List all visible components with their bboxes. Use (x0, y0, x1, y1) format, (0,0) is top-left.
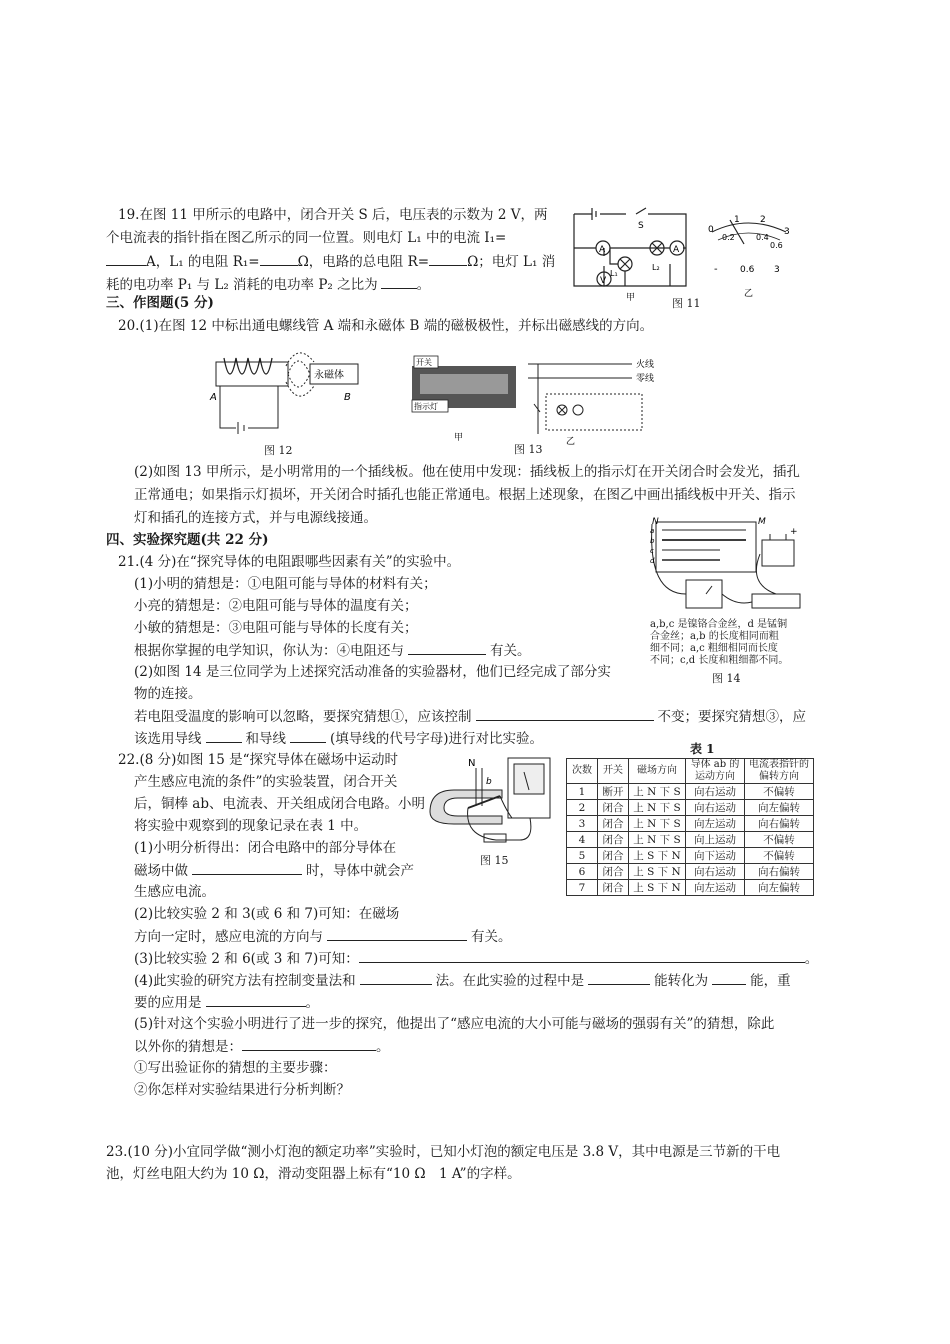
figure-part-yi: 乙 (744, 289, 754, 299)
q22-text-10b: 。 (804, 951, 819, 967)
battery-plus-label: + (790, 527, 798, 537)
figure-14-note1: a,b,c 是镍铬合金丝，d 是锰铜 (650, 619, 788, 630)
q20-p2-line3: 灯和插孔的连接方式，并与电源线接通。 (134, 510, 377, 526)
q22-line3: 后，铜棒 ab、电流表、开关组成闭合电路。小明 (134, 796, 425, 812)
switch-callout: 开关 (416, 358, 432, 367)
q21-line4: 小敏的猜想是：③电阻可能与导体的长度有关； (134, 620, 418, 636)
answer-blank-r[interactable] (429, 252, 467, 266)
table-cell: 向左偏转 (745, 800, 814, 816)
table-cell: 向左运动 (686, 816, 745, 832)
q21-text-5b: 有关。 (490, 643, 531, 659)
q22-line16: ②你怎样对实验结果进行分析判断？ (134, 1082, 350, 1098)
answer-blank-energy-from[interactable] (588, 971, 650, 985)
q20-line1: 20.(1)在图 12 中标出通电螺线管 A 端和永磁体 B 端的磁极极性，并标出磁感线的方向。 (118, 318, 654, 334)
voltmeter-label: V (600, 276, 607, 286)
q22-line4: 将实验中观察到的现象记录在表 1 中。 (134, 818, 368, 834)
table-row (567, 864, 814, 880)
header-field-direction: 磁场方向 (629, 759, 686, 784)
answer-blank-motion[interactable] (192, 861, 302, 875)
q22-text-11a: (4)此实验的研究方法有控制变量法和 (134, 973, 356, 989)
figure-part-jia: 甲 (454, 433, 464, 443)
table-cell: 断开 (598, 784, 629, 800)
answer-blank-energy-to[interactable] (712, 971, 746, 985)
table-cell: 2 (567, 800, 598, 816)
table-cell: 闭合 (598, 864, 629, 880)
table-header-row (567, 759, 814, 784)
figure-part-yi: 乙 (566, 437, 576, 447)
q21-text-9b: 和导线 (245, 731, 286, 747)
pole-n-label: N (468, 758, 476, 769)
q19-line1: 19.在图 11 甲所示的电路中，闭合开关 S 后，电压表的示数为 2 V，两 (118, 207, 548, 223)
meter-tick: 0.4 (756, 233, 769, 242)
q22-text-11c: 能转化为 (654, 973, 709, 989)
table-row (567, 832, 814, 848)
q22-text-11d: 能，重 (750, 973, 791, 989)
answer-blank-i1[interactable] (106, 252, 146, 266)
wire-b-label: b (650, 537, 655, 545)
answer-blank-wire1[interactable] (206, 729, 242, 743)
q19-line4 (106, 275, 430, 294)
table-cell: 上 N 下 S (629, 800, 686, 816)
table-row (567, 880, 814, 896)
answer-blank-wire2[interactable] (290, 729, 326, 743)
wire-d-label: d (650, 557, 655, 565)
figure-14-apparatus (648, 514, 808, 618)
table-cell: 向右偏转 (745, 816, 814, 832)
lamp1-label: L₁ (610, 269, 618, 278)
q22-line5: (1)小明分析得出：闭合电路中的部分导体在 (134, 840, 397, 856)
table-cell: 向上运动 (686, 832, 745, 848)
answer-blank-conclusion[interactable] (359, 949, 805, 963)
table-row (567, 848, 814, 864)
figure-11-caption: 图 11 (672, 297, 701, 310)
q21-line3: 小亮的猜想是：②电阻可能与导体的温度有关； (134, 598, 418, 614)
table-cell: 向右运动 (686, 784, 745, 800)
header-count: 次数 (567, 759, 598, 784)
table-cell: 5 (567, 848, 598, 864)
q21-text-8b: 不变；要探究猜想③，应 (657, 709, 806, 725)
wire-a-label: a (650, 527, 655, 535)
q22-line1: 22.(8 分)如图 15 是“探究导体在磁场中运动时 (118, 752, 399, 768)
answer-blank-method[interactable] (360, 971, 432, 985)
q22-text-11b: 法。在此实验的过程中是 (435, 973, 585, 989)
q21-line9 (134, 729, 543, 748)
table-cell: 上 S 下 N (629, 864, 686, 880)
q19-text-3c: Ω；电灯 L₁ 消 (467, 254, 556, 270)
figure-14-caption: 图 14 (712, 672, 741, 685)
table-cell: 上 N 下 S (629, 784, 686, 800)
q21-line6: (2)如图 14 是三位同学为上述探究活动准备的实验器材，他们已经完成了部分实 (134, 664, 611, 680)
table-cell: 1 (567, 784, 598, 800)
answer-blank-factor[interactable] (408, 641, 486, 655)
table-cell: 向左偏转 (745, 880, 814, 896)
q22-text-14a: 以外你的猜想是： (134, 1039, 242, 1055)
header-switch: 开关 (598, 759, 629, 784)
neutral-wire-label: 零线 (636, 374, 655, 384)
figure-13-caption: 图 13 (514, 443, 543, 456)
table-cell: 不偏转 (745, 848, 814, 864)
table-cell: 闭合 (598, 800, 629, 816)
q19-text-3b: Ω，电路的总电阻 R= (297, 254, 430, 270)
table-cell: 7 (567, 880, 598, 896)
wire-c-label: c (650, 547, 654, 555)
table-cell: 闭合 (598, 816, 629, 832)
q22-line7: 生感应电流。 (134, 884, 215, 900)
q22-line15: ①写出验证你的猜想的主要步骤： (134, 1060, 337, 1076)
table-cell: 向右运动 (686, 800, 745, 816)
terminal-m-label: M (758, 517, 766, 527)
table-cell: 3 (567, 816, 598, 832)
q22-line14 (134, 1037, 390, 1056)
figure-15-apparatus (424, 750, 560, 852)
section-4-title: 四、实验探究题(共 22 分) (106, 532, 269, 548)
figure-part-jia: 甲 (626, 293, 636, 302)
end-a-label: A (210, 392, 217, 403)
q22-text-10a: (3)比较实验 2 和 6(或 3 和 7)可知： (134, 951, 359, 967)
switch-label: S (638, 221, 644, 231)
q19-text-3a: A，L₁ 的电阻 R₁= (146, 254, 260, 270)
q21-text-5a: 根据你掌握的电学知识，你认为：④电阻还与 (134, 643, 404, 659)
table-row (567, 800, 814, 816)
table-cell: 向右运动 (686, 864, 745, 880)
header-deflection: 电流表指针的偏转方向 (745, 759, 814, 784)
live-wire-label: 火线 (636, 360, 655, 370)
indicator-light-callout: 指示灯 (414, 402, 438, 411)
q21-line1: 21.(4 分)在“探究导体的电阻跟哪些因素有关”的实验中。 (118, 554, 461, 570)
answer-blank-control[interactable] (476, 707, 654, 721)
q19-text-4b: 。 (416, 277, 431, 293)
q21-text-9a: 该选用导线 (134, 731, 202, 747)
table-cell: 上 N 下 S (629, 816, 686, 832)
q22-text-9a: 方向一定时，感应电流的方向与 (134, 929, 323, 945)
table-1-title: 表 1 (690, 742, 715, 756)
q21-line2: (1)小明的猜想是：①电阻可能与导体的材料有关； (134, 576, 437, 592)
figure-14-note4: 不同；c,d 长度和粗细都不同。 (650, 655, 789, 666)
meter-tick: 2 (760, 215, 766, 225)
lamp2-label: L₂ (652, 263, 660, 272)
terminal-label: - (714, 264, 718, 275)
table-cell: 向左运动 (686, 880, 745, 896)
table-cell: 向下运动 (686, 848, 745, 864)
answer-blank-application[interactable] (206, 993, 306, 1007)
table-cell: 闭合 (598, 880, 629, 896)
q22-line10 (134, 949, 818, 968)
q22-line2: 产生感应电流的条件”的实验装置，闭合开关 (134, 774, 398, 790)
terminal-label: 0.6 (740, 265, 755, 275)
figure-15-caption: 图 15 (480, 854, 509, 867)
meter-tick: 1 (734, 215, 740, 225)
q19-text-4a: 耗的电功率 P₁ 与 L₂ 消耗的电功率 P₂ 之比为 (106, 277, 378, 293)
q22-text-6b: 时，导体中就会产 (306, 863, 414, 879)
q22-text-12b: 。 (305, 995, 319, 1011)
end-b-label: B (344, 392, 351, 403)
answer-blank-guess[interactable] (242, 1037, 376, 1051)
q21-text-8a: 若电阻受温度的影响可以忽略，要探究猜想①，应该控制 (134, 709, 472, 725)
q23-line1: 23.(10 分)小宜同学做“测小灯泡的额定功率”实验时，已知小灯泡的额定电压是 3.8 V，其中电源是三节新的干电 (106, 1144, 781, 1160)
meter-tick: 3 (784, 227, 790, 237)
q22-line8: (2)比较实验 2 和 3(或 6 和 7)可知：在磁场 (134, 906, 400, 922)
header-motion-direction: 导体 ab 的运动方向 (686, 759, 745, 784)
q20-p2-line1: (2)如图 13 甲所示，是小明常用的一个插线板。他在使用中发现：插线板上的指示灯在开关闭合时会发光，插孔 (134, 464, 800, 480)
q21-line7: 物的连接。 (134, 686, 202, 702)
section-3-title: 三、作图题(5 分) (106, 295, 214, 311)
figure-14-note2: 合金丝；a,b 的长度相同而粗 (650, 631, 779, 642)
table-cell: 不偏转 (745, 832, 814, 848)
q22-text-6a: 磁场中做 (134, 863, 188, 879)
rod-end-b-label: b (486, 777, 492, 787)
table-cell: 6 (567, 864, 598, 880)
table-cell: 不偏转 (745, 784, 814, 800)
figure-12-solenoid (206, 346, 366, 440)
q22-line6 (134, 861, 414, 880)
meter-tick: 0 (708, 225, 714, 235)
figure-13 (410, 352, 670, 448)
q22-line9 (134, 927, 512, 946)
q21-line8 (134, 707, 806, 726)
ammeter-label: A (599, 245, 606, 255)
q21-line5 (134, 641, 531, 660)
meter-tick: 0.2 (722, 233, 735, 242)
table-cell: 闭合 (598, 832, 629, 848)
q19-line2: 个电流表的指针指在图乙所示的同一位置。则电灯 L₁ 中的电流 I₁= (106, 230, 507, 246)
magnet-label: 永磁体 (314, 370, 344, 381)
q20-p2-line2: 正常通电；如果指示灯损坏，开关闭合时插孔也能正常通电。根据上述现象，在图乙中画出插线板中开关、指示 (134, 487, 796, 503)
terminal-n-label: N (652, 517, 659, 527)
q22-line12 (134, 993, 319, 1012)
figure-11-meter (700, 210, 800, 300)
ammeter-label: A (673, 245, 680, 255)
meter-tick: 0.6 (770, 241, 783, 250)
figure-11-circuit (566, 204, 696, 302)
table-cell: 4 (567, 832, 598, 848)
table-cell: 上 N 下 S (629, 832, 686, 848)
q22-text-12a: 要的应用是 (134, 995, 202, 1011)
q19-line3 (106, 252, 555, 271)
results-table (566, 758, 814, 896)
q21-text-9c: (填导线的代号字母)进行对比实验。 (330, 731, 544, 747)
q22-text-9b: 有关。 (471, 929, 512, 945)
q22-text-14b: 。 (376, 1039, 390, 1055)
q22-line13: (5)针对这个实验小明进行了进一步的探究，他提出了“感应电流的大小可能与磁场的强弱有关”的猜想，除此 (134, 1016, 775, 1032)
q22-line11 (134, 971, 791, 990)
table-row (567, 816, 814, 832)
table-cell: 向右偏转 (745, 864, 814, 880)
answer-blank-r1[interactable] (260, 252, 298, 266)
table-cell: 上 S 下 N (629, 848, 686, 864)
answer-blank-ratio[interactable] (381, 275, 417, 289)
q23-line2: 池，灯丝电阻大约为 10 Ω，滑动变阻器上标有“10 Ω 1 A”的字样。 (106, 1166, 521, 1182)
table-cell: 闭合 (598, 848, 629, 864)
figure-12-caption: 图 12 (264, 444, 293, 457)
figure-14-note3: 细不同；a,c 粗细相同而长度 (650, 643, 778, 654)
answer-blank-direction[interactable] (327, 927, 467, 941)
terminal-label: 3 (774, 265, 780, 275)
table-row (567, 784, 814, 800)
table-cell: 上 S 下 N (629, 880, 686, 896)
